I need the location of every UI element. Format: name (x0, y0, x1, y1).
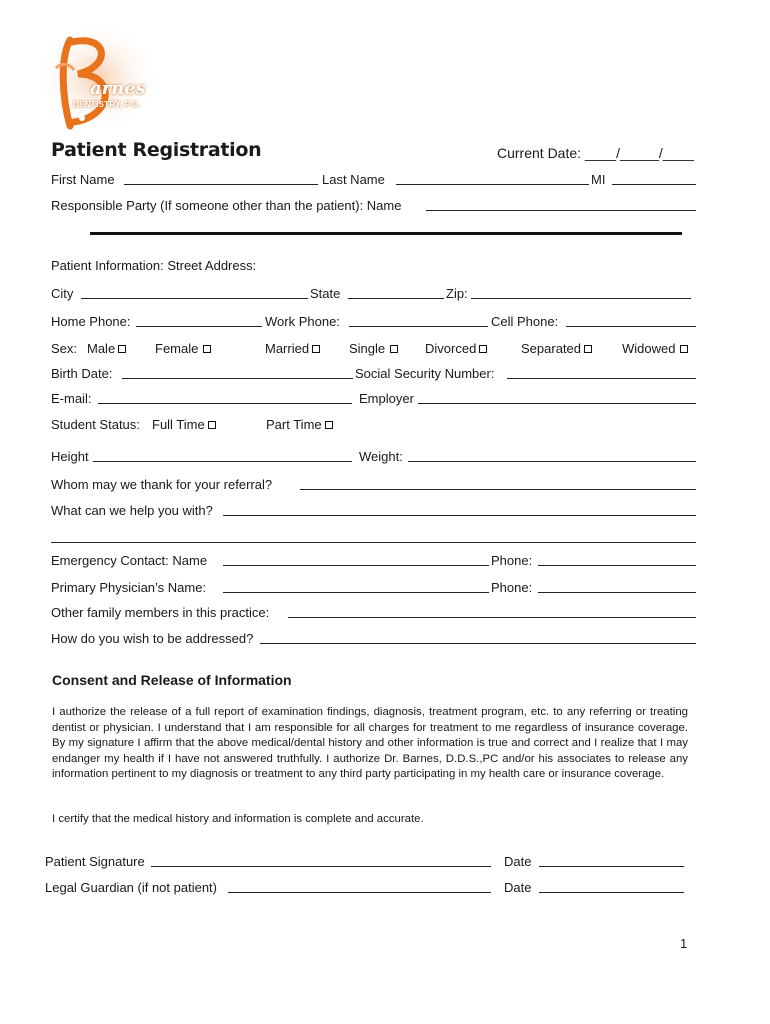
zip-field[interactable] (471, 298, 691, 299)
date2-field[interactable] (539, 892, 684, 893)
employer-field[interactable] (418, 403, 696, 404)
email-field[interactable] (98, 403, 352, 404)
referral-label: Whom may we thank for your referral? (51, 477, 273, 492)
legal-guardian-field[interactable] (228, 892, 491, 893)
student-status-label: Student Status: (51, 417, 140, 432)
divorced-option[interactable] (425, 341, 487, 357)
divorced-label: Divorced (425, 341, 477, 356)
help-label: What can we help you with? (51, 503, 213, 518)
home-phone-field[interactable] (136, 326, 262, 327)
date1-field[interactable] (539, 866, 684, 867)
married-option[interactable] (265, 341, 320, 357)
married-label: Married (265, 341, 310, 356)
page-title: Patient Registration (51, 139, 262, 161)
responsible-party-field[interactable] (426, 210, 696, 211)
sex-male-option[interactable] (87, 341, 126, 357)
cell-phone-label: Cell Phone: (491, 314, 559, 329)
physician-phone-label: Phone: (491, 580, 533, 595)
ssn-field[interactable] (507, 378, 696, 379)
date2-label: Date (504, 880, 532, 895)
work-phone-field[interactable] (349, 326, 488, 327)
primary-physician-label: Primary Physician’s Name: (51, 580, 207, 595)
separated-label: Separated (521, 341, 581, 356)
height-label: Height (51, 449, 89, 464)
city-label: City (51, 286, 74, 301)
single-label: Single (349, 341, 386, 356)
female-label: Female (155, 341, 199, 356)
single-checkbox[interactable] (390, 345, 398, 353)
primary-physician-field[interactable] (223, 592, 489, 593)
current-date-label: Current Date: ____/_____/____ (497, 145, 694, 161)
referral-field[interactable] (300, 489, 696, 490)
email-label: E-mail: (51, 391, 92, 406)
consent-paragraph: I authorize the release of a full report of examination findings, diagnosis, treatment program, etc. to any referring or treating dentist or physician. I understand that I am responsible for all charges for treatment to me regardless of insurance coverage. By my signature I affirm that the above medical/dental history and other information is true and correct and I realize that I may endanger my health if I have not answered truthfully. I authorize Dr. Barnes, D.D.S.,PC and/or his associates to release any information pertinent to my diagnosis or treatment to any third party participating in my health care or insurance coverage. (52, 706, 688, 781)
married-checkbox[interactable] (312, 345, 320, 353)
weight-field[interactable] (408, 461, 696, 462)
female-checkbox[interactable] (203, 345, 211, 353)
male-checkbox[interactable] (118, 345, 126, 353)
addressed-field[interactable] (260, 643, 696, 644)
patient-info-label: Patient Information: Street Address: (51, 258, 257, 273)
mi-label: MI (591, 172, 606, 187)
help-field-line-2[interactable] (51, 542, 696, 543)
work-phone-label: Work Phone: (265, 314, 340, 329)
sex-female-option[interactable] (155, 341, 211, 357)
family-members-field[interactable] (288, 617, 696, 618)
last-name-field[interactable] (396, 184, 589, 185)
state-field[interactable] (348, 298, 444, 299)
ssn-label: Social Security Number: (355, 366, 495, 381)
patient-signature-label: Patient Signature (45, 854, 145, 869)
birth-date-label: Birth Date: (51, 366, 113, 381)
birth-date-field[interactable] (122, 378, 353, 379)
barnes-dentistry-logo (30, 18, 160, 138)
part-time-option[interactable] (266, 417, 333, 433)
cell-phone-field[interactable] (566, 326, 696, 327)
state-label: State (310, 286, 341, 301)
last-name-label: Last Name (322, 172, 385, 187)
city-field[interactable] (81, 298, 308, 299)
section-divider (90, 232, 682, 235)
logo-subtitle: DENTISTRY, P.C. (73, 100, 141, 109)
patient-signature-field[interactable] (151, 866, 491, 867)
divorced-checkbox[interactable] (479, 345, 487, 353)
full-time-checkbox[interactable] (208, 421, 216, 429)
zip-label: Zip: (446, 286, 468, 301)
physician-phone-field[interactable] (538, 592, 696, 593)
separated-checkbox[interactable] (584, 345, 592, 353)
separated-option[interactable] (521, 341, 592, 357)
widowed-option[interactable] (622, 341, 688, 357)
height-field[interactable] (93, 461, 352, 462)
emergency-contact-field[interactable] (223, 565, 489, 566)
full-time-label: Full Time (152, 417, 205, 432)
part-time-checkbox[interactable] (325, 421, 333, 429)
first-name-label: First Name (51, 172, 115, 187)
single-option[interactable] (349, 341, 398, 357)
employer-label: Employer (359, 391, 414, 406)
legal-guardian-label: Legal Guardian (if not patient) (45, 880, 217, 895)
date1-label: Date (504, 854, 532, 869)
widowed-checkbox[interactable] (680, 345, 688, 353)
weight-label: Weight: (359, 449, 403, 464)
responsible-party-label: Responsible Party (If someone other than the patient): Name (51, 198, 402, 213)
part-time-label: Part Time (266, 417, 322, 432)
help-field[interactable] (223, 515, 696, 516)
page-number: 1 (680, 936, 688, 951)
widowed-label: Widowed (622, 341, 676, 356)
home-phone-label: Home Phone: (51, 314, 131, 329)
sex-label: Sex: (51, 341, 78, 356)
consent-heading: Consent and Release of Information (52, 672, 292, 688)
male-label: Male (87, 341, 116, 356)
mi-field[interactable] (612, 184, 696, 185)
emergency-phone-label: Phone: (491, 553, 533, 568)
family-members-label: Other family members in this practice: (51, 605, 270, 620)
emergency-contact-label: Emergency Contact: Name (51, 553, 208, 568)
certify-statement: I certify that the medical history and information is complete and accurate. (52, 813, 424, 825)
full-time-option[interactable] (152, 417, 216, 433)
addressed-label: How do you wish to be addressed? (51, 631, 254, 646)
emergency-phone-field[interactable] (538, 565, 696, 566)
first-name-field[interactable] (124, 184, 318, 185)
logo-wordmark: arnes (90, 78, 146, 99)
